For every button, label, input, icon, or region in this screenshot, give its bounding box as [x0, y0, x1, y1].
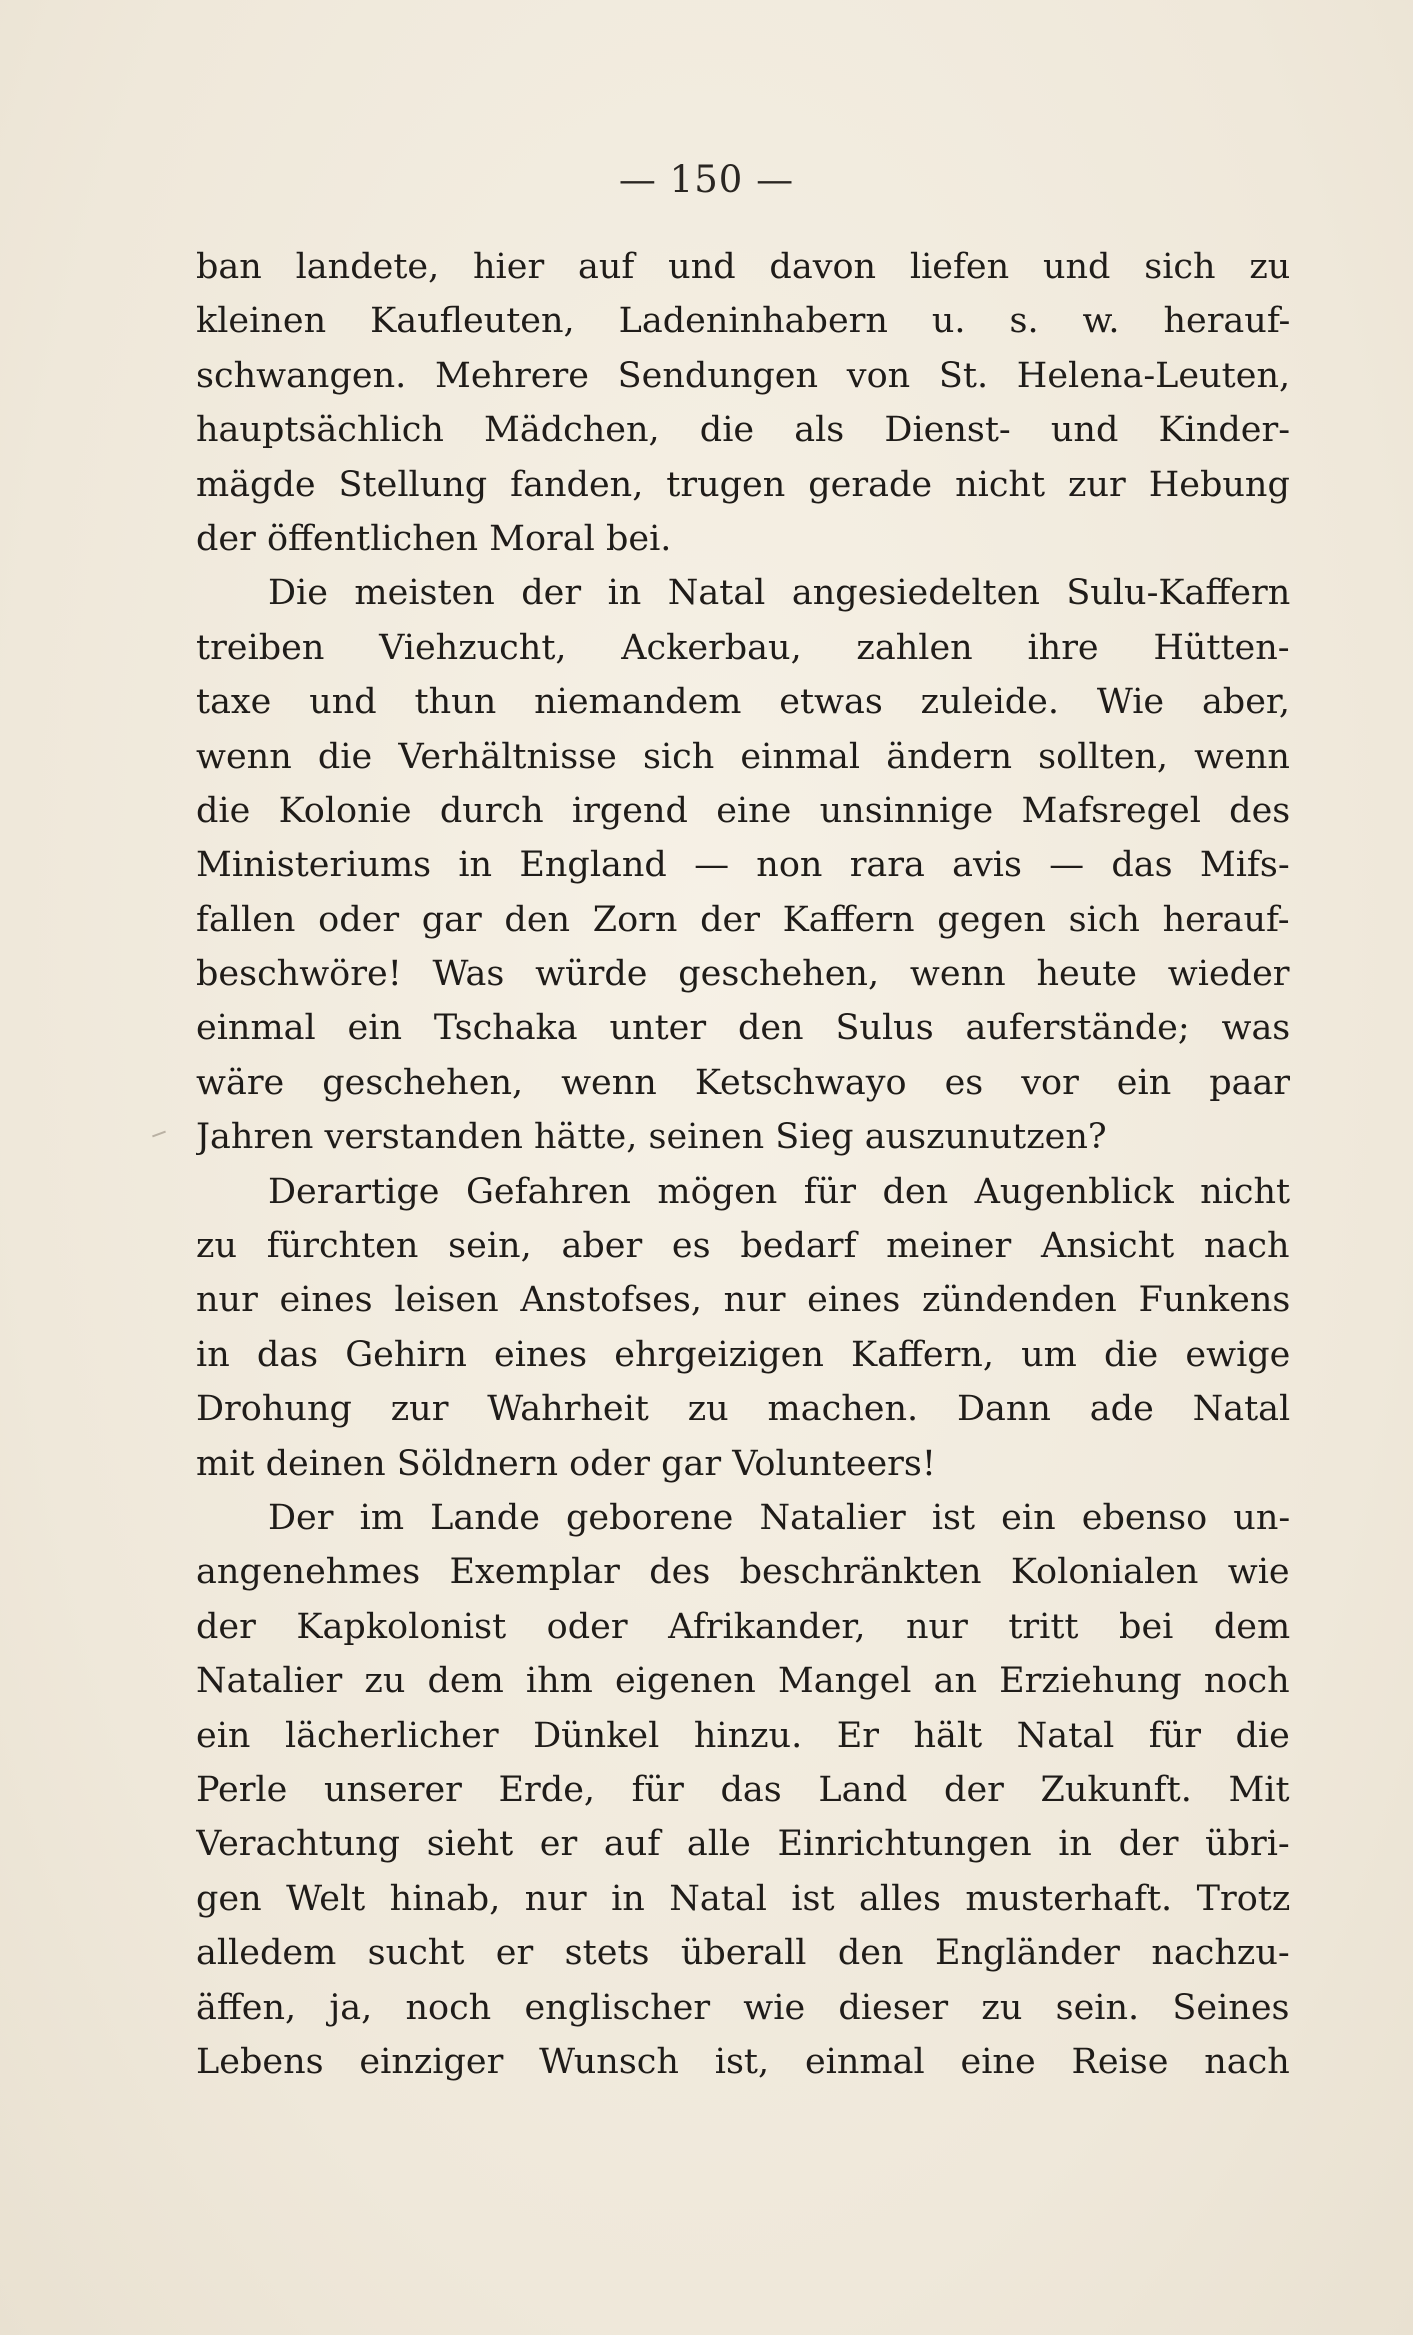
text-line: alledem sucht er stets überall den Engländer nachzu-	[196, 1933, 1290, 1974]
text-line: zu fürchten sein, aber es bedarf meiner Ansicht nach	[196, 1226, 1290, 1267]
text-line: schwangen. Mehrere Sendungen von St. Helena-Leuten,	[196, 355, 1290, 396]
body-text	[196, 240, 1290, 2089]
text-line: äffen, ja, noch englischer wie dieser zu sein. Seines	[196, 1987, 1290, 2028]
text-line: treiben Viehzucht, Ackerbau, zahlen ihre Hütten-	[196, 627, 1290, 668]
text-line: Derartige Gefahren mögen für den Augenblick nicht	[268, 1171, 1290, 1212]
text-line: kleinen Kaufleuten, Ladeninhabern u. s. w. herauf-	[196, 301, 1290, 342]
text-line: beschwöre! Was würde geschehen, wenn heute wieder	[196, 954, 1290, 995]
text-line: ein lächerlicher Dünkel hinzu. Er hält Natal für die	[196, 1715, 1290, 1756]
text-line: wenn die Verhältnisse sich einmal ändern sollten, wenn	[196, 736, 1290, 777]
page-number: — 150 —	[618, 158, 795, 201]
text-line: der Kapkolonist oder Afrikander, nur tritt bei dem	[196, 1606, 1290, 1647]
text-line: Natalier zu dem ihm eigenen Mangel an Erziehung noch	[196, 1661, 1290, 1702]
text-line: angenehmes Exemplar des beschränkten Kolonialen wie	[196, 1552, 1290, 1593]
text-line: Perle unserer Erde, für das Land der Zukunft. Mit	[196, 1769, 1290, 1810]
text-line: Jahren verstanden hätte, seinen Sieg auszunutzen?	[196, 1117, 1107, 1158]
text-line: der öffentlichen Moral bei.	[196, 518, 672, 559]
text-line: ban landete, hier auf und davon liefen und sich zu	[196, 247, 1290, 287]
text-line: taxe und thun niemandem etwas zuleide. Wie aber,	[196, 682, 1290, 723]
text-line: in das Gehirn eines ehrgeizigen Kaffern, um die ewige	[196, 1334, 1290, 1375]
text-line: Ministeriums in England — non rara avis — das Mifs-	[196, 845, 1290, 886]
text-line: wäre geschehen, wenn Ketschwayo es vor ein paar	[196, 1062, 1290, 1103]
text-line: einmal ein Tschaka unter den Sulus auferstände; was	[196, 1008, 1290, 1049]
text-line: gen Welt hinab, nur in Natal ist alles musterhaft. Trotz	[196, 1878, 1290, 1919]
text-line: die Kolonie durch irgend eine unsinnige Mafsregel des	[196, 790, 1290, 831]
margin-mark	[152, 1131, 166, 1138]
text-line: Drohung zur Wahrheit zu machen. Dann ade Natal	[196, 1389, 1290, 1430]
text-line: mägde Stellung fanden, trugen gerade nicht zur Hebung	[196, 464, 1290, 505]
text-line: Der im Lande geborene Natalier ist ein ebenso un-	[268, 1497, 1290, 1538]
text-line: fallen oder gar den Zorn der Kaffern gegen sich herauf-	[196, 899, 1290, 940]
text-line: hauptsächlich Mädchen, die als Dienst- und Kinder-	[196, 410, 1290, 451]
text-line: Lebens einziger Wunsch ist, einmal eine Reise nach	[196, 2041, 1290, 2082]
text-line: Die meisten der in Natal angesiedelten Sulu-Kaffern	[268, 573, 1290, 614]
text-line: mit deinen Söldnern oder gar Volunteers!	[196, 1443, 936, 1484]
text-line: nur eines leisen Anstofses, nur eines zündenden Funkens	[196, 1280, 1290, 1321]
text-line: Verachtung sieht er auf alle Einrichtungen in der übri-	[196, 1824, 1290, 1865]
